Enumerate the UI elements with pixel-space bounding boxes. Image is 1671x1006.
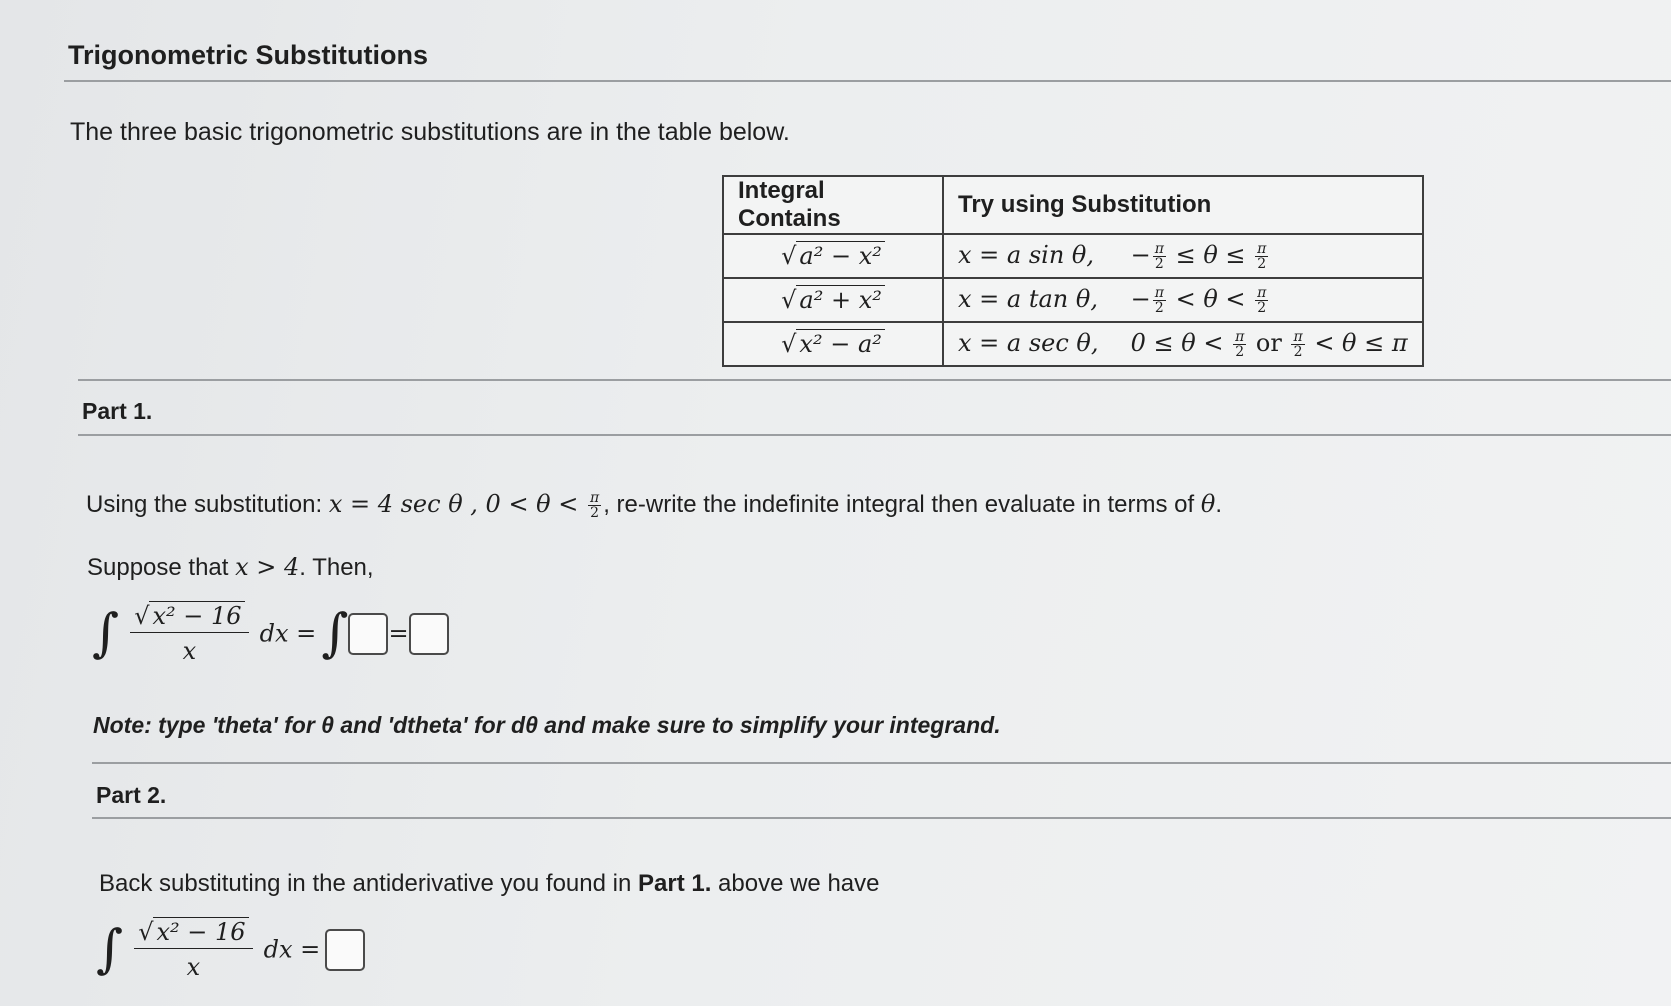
column-header: Integral Contains: [723, 176, 943, 234]
substitution: x = a sin θ,: [958, 241, 1094, 269]
suppose-text: Suppose that: [87, 554, 236, 581]
instruction-math: x = 4 sec θ , 0 < θ <: [328, 490, 586, 518]
equals-sign: =: [388, 619, 409, 648]
theta-symbol: θ: [1200, 490, 1216, 518]
period: .: [1215, 491, 1222, 518]
back-substitution-answer-input[interactable]: [325, 929, 365, 971]
fraction: $\frac{\pi}{2}$: [1154, 241, 1164, 272]
integral-sign: ∫: [96, 919, 124, 980]
intro-text: The three basic trigonometric substitutions are in the table below.: [70, 118, 790, 146]
part1-label: Part 1.: [82, 398, 153, 424]
part1-equation: [92, 602, 449, 665]
part2-text: [99, 870, 880, 898]
note-text: Note: type 'theta' for θ and 'dtheta' for dθ and make sure to simplify your integrand.: [93, 712, 1001, 738]
table-row: [723, 278, 1423, 322]
page-title: Trigonometric Substitutions: [68, 40, 429, 70]
range-text: or: [1248, 329, 1290, 357]
substitution-cell: [943, 278, 1423, 322]
integrand-denominator: x: [182, 637, 197, 665]
part1-suppose: [87, 553, 374, 582]
range-text: < θ ≤ π: [1306, 329, 1408, 357]
substitution-cell: [943, 322, 1423, 366]
substitution-table: [722, 175, 1424, 367]
integrand-answer-input[interactable]: [348, 613, 388, 655]
part1-instruction: [86, 490, 1222, 520]
radicand: a² + x²: [796, 285, 884, 314]
radical-cell: √ x² − a²: [723, 322, 943, 366]
integrand-fraction: $\frac{\text{√ x² − 16}}{x}$: [134, 918, 252, 981]
range-text: ≤ θ ≤: [1167, 241, 1254, 269]
divider: [92, 762, 1671, 764]
radicand: x² − a²: [796, 329, 884, 358]
column-header: Try using Substitution: [943, 176, 1423, 234]
integrand-numerator: x² − 16: [153, 917, 248, 946]
part2-label: Part 2.: [96, 782, 167, 808]
radical-cell: √ a² + x²: [723, 278, 943, 322]
range-text: < θ <: [1167, 285, 1254, 313]
integrand-numerator: x² − 16: [149, 601, 244, 630]
range-text: 0 ≤ θ <: [1130, 329, 1232, 357]
dx-equals: dx =: [263, 935, 321, 964]
fraction: $\frac{\pi}{2}$: [1257, 285, 1267, 316]
part2-equation: [96, 918, 365, 981]
table-row: [723, 234, 1423, 278]
integrand-fraction: $\frac{\text{√ x² − 16}}{x}$: [130, 602, 248, 665]
dx-equals: dx =: [259, 619, 317, 648]
substitution: x = a sec θ,: [958, 329, 1099, 357]
integral-sign: ∫: [321, 603, 349, 664]
table-header-row: [723, 176, 1423, 234]
instruction-text: Using the substitution:: [86, 491, 329, 518]
integrand-denominator: x: [186, 953, 201, 981]
antiderivative-answer-input[interactable]: [409, 613, 449, 655]
suppose-math: x > 4: [235, 553, 300, 581]
fraction: $\frac{\pi}{2}$: [1257, 241, 1267, 272]
table-row: [723, 322, 1423, 366]
radicand: a² − x²: [796, 241, 884, 270]
fraction: $\frac{\pi}{2}$: [590, 490, 600, 522]
fraction: $\frac{\pi}{2}$: [1235, 329, 1245, 360]
divider: [64, 80, 1671, 82]
fraction: $\frac{\pi}{2}$: [1293, 329, 1303, 360]
part2-text-post: above we have: [711, 870, 880, 897]
integral-sign: ∫: [92, 603, 120, 664]
substitution-cell: [943, 234, 1423, 278]
divider: [92, 817, 1671, 819]
part2-text-pre: Back substituting in the antiderivative you found in: [99, 870, 638, 897]
suppose-text: . Then,: [299, 554, 374, 581]
fraction: $\frac{\pi}{2}$: [1154, 285, 1164, 316]
range-text: −: [1130, 285, 1151, 313]
substitution: x = a tan θ,: [958, 285, 1098, 313]
instruction-text: , re-write the indefinite integral then evaluate in terms of: [603, 491, 1201, 518]
divider: [78, 434, 1671, 436]
divider: [78, 379, 1671, 381]
range-text: −: [1130, 241, 1151, 269]
part2-text-bold: Part 1.: [638, 870, 712, 897]
radical-cell: √ a² − x²: [723, 234, 943, 278]
